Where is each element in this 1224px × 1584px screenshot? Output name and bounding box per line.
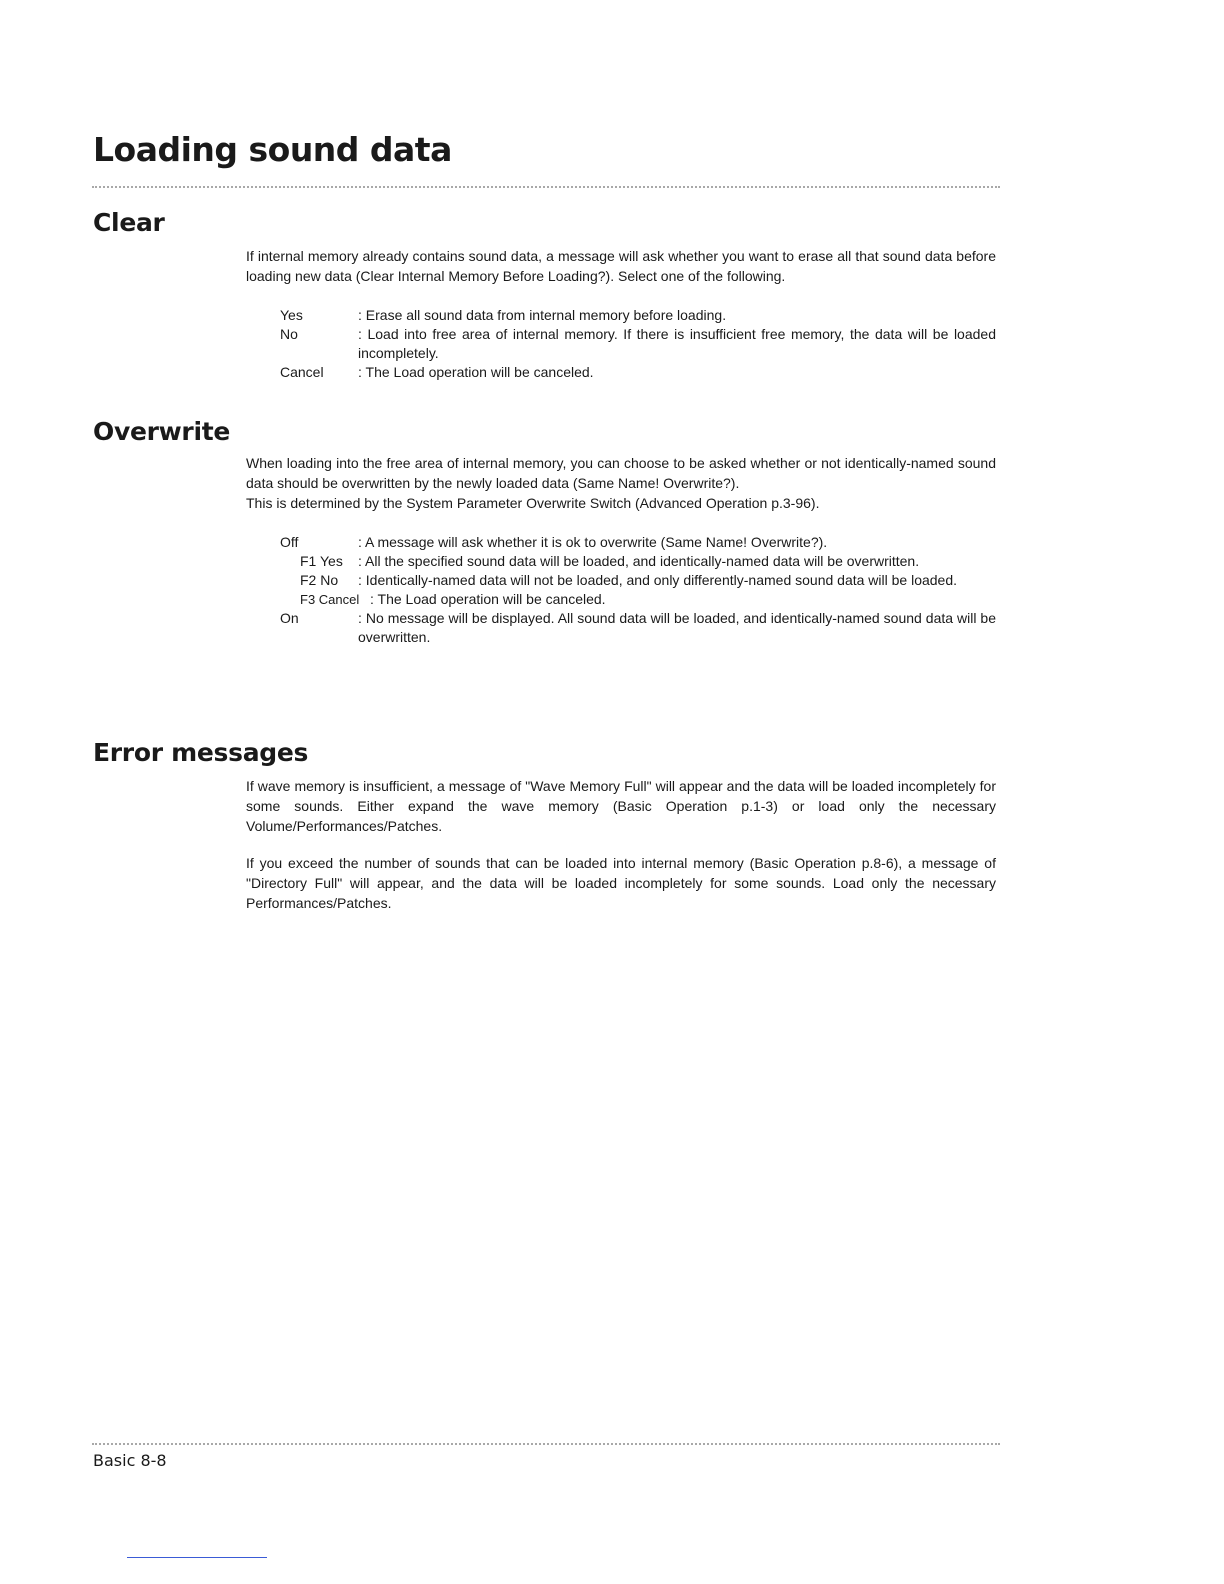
overwrite-intro: When loading into the free area of internal memory, you can choose to be asked whether or not identically-named sound data should be overwritten by the newly loaded data (Same Name! Overwrite?). <box>246 455 996 491</box>
option-desc: : Erase all sound data from internal memory before loading. <box>358 307 727 323</box>
clear-intro: If internal memory already contains sound data, a message will ask whether you want to erase all that sound data before loading new data (Clear Internal Memory Before Loading?). Select one of the following. <box>246 248 996 284</box>
error-para-2: If you exceed the number of sounds that can be loaded into internal memory (Basic Operation p.8-6), a message of "Directory Full" will appear, and the data will be loaded incompletely for some sounds. Load only the necessary Performances/Patches. <box>246 855 996 911</box>
option-desc: : The Load operation will be canceled. <box>358 364 594 380</box>
option-desc: : All the specified sound data will be loaded, and identically-named data will be overwritten. <box>358 553 920 569</box>
list-item <box>280 552 996 571</box>
option-key: F3 Cancel <box>300 592 360 607</box>
option-key: Yes <box>280 307 303 323</box>
overwrite-intro-2: This is determined by the System Parameter Overwrite Switch (Advanced Operation p.3-96). <box>246 495 820 511</box>
page-title: Loading sound data <box>93 130 452 169</box>
page-number: Basic 8-8 <box>93 1451 167 1470</box>
list-item <box>280 363 996 382</box>
list-item <box>280 306 996 325</box>
list-item <box>280 609 996 647</box>
option-key: F1 Yes <box>300 553 343 569</box>
option-desc: : The Load operation will be canceled. <box>370 591 606 607</box>
overwrite-heading: Overwrite <box>93 417 231 446</box>
option-key: Cancel <box>280 364 324 380</box>
option-desc: : Load into free area of internal memory. If there is insufficient free memory, the data will be loaded incompletely. <box>358 326 996 361</box>
option-key: F2 No <box>300 572 339 588</box>
list-item <box>280 325 996 363</box>
option-desc: : A message will ask whether it is ok to overwrite (Same Name! Overwrite?). <box>358 534 828 550</box>
option-desc: : No message will be displayed. All sound data will be loaded, and identically-named sound data will be overwritten. <box>358 610 996 645</box>
option-desc: : Identically-named data will not be loaded, and only differently-named sound data will be loaded. <box>358 572 958 588</box>
error-para-1: If wave memory is insufficient, a message of "Wave Memory Full" will appear and the data will be loaded incompletely for some sounds. Either expand the wave memory (Basic Operation p.1-3) or load only the necessary Volume/Performances/Patches. <box>246 778 996 834</box>
error-messages-heading: Error messages <box>93 738 309 767</box>
option-key: Off <box>280 534 299 550</box>
option-key: No <box>280 326 298 342</box>
clear-options <box>280 306 996 382</box>
list-item <box>280 571 996 590</box>
footer-divider <box>92 1443 1000 1445</box>
clear-heading: Clear <box>93 208 165 237</box>
bottom-line <box>127 1557 267 1558</box>
option-key: On <box>280 610 299 626</box>
title-divider <box>92 186 1000 188</box>
list-item <box>280 590 996 609</box>
overwrite-options <box>280 533 996 647</box>
list-item <box>280 533 996 552</box>
